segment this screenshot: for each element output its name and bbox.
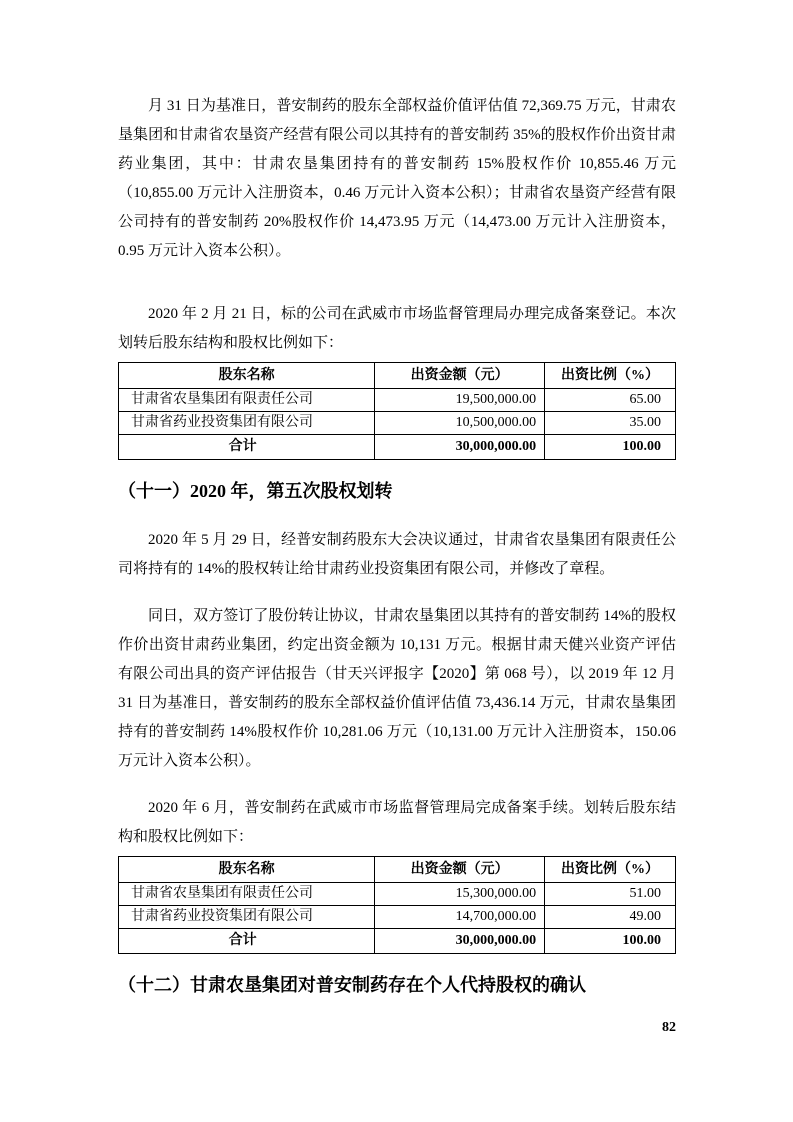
cell-capital-ratio: 65.00 [545, 389, 676, 412]
cell-shareholder-name: 甘肃省农垦集团有限责任公司 [119, 389, 375, 412]
para-transfer-resolution: 2020 年 5 月 29 日，经普安制药股东大会决议通过，甘肃省农垦集团有限责任公司将持有的 14%的股权转让给甘肃药业投资集团有限公司，并修改了章程。 [118, 532, 676, 577]
table-row [119, 883, 676, 906]
cell-total-amount: 30,000,000.00 [375, 435, 545, 460]
cell-capital-ratio: 51.00 [545, 883, 676, 906]
cell-total-label: 合计 [119, 929, 375, 954]
header-shareholder-name: 股东名称 [119, 363, 375, 389]
cell-capital-amount: 15,300,000.00 [375, 883, 545, 906]
cell-shareholder-name: 甘肃省农垦集团有限责任公司 [119, 883, 375, 906]
cell-capital-amount: 19,500,000.00 [375, 389, 545, 412]
cell-total-amount: 30,000,000.00 [375, 929, 545, 954]
table-row [119, 412, 676, 435]
para-equity-valuation: 月 31 日为基准日，普安制药的股东全部权益价值评估值 72,369.75 万元，甘肃农垦集团和甘肃省农垦资产经营有限公司以其持有的普安制药 35%的股权作价出资甘肃药业集团，其中：甘肃农垦集团持有的普安制药 15%股权作价 10,855.46 万元（10,855.00 万元计入注册资本，0.46 万元计入资本公积）；甘肃省农垦资产经营有限公司持有的普安制药 20%股权作价 14,473.95 万元（14,473.00 万元计入注册资本，0.95 万元计入资本公积）。 [118, 98, 676, 259]
heading-section-11: （十一）2020 年，第五次股权划转 [118, 481, 393, 501]
total-row [119, 929, 676, 954]
table-header-row [119, 857, 676, 883]
para-filing-2020-02: 2020 年 2 月 21 日，标的公司在武威市市场监督管理局办理完成备案登记。本次划转后股东结构和股权比例如下： [118, 306, 676, 351]
cell-total-ratio: 100.00 [545, 929, 676, 954]
cell-capital-ratio: 35.00 [545, 412, 676, 435]
table-row [119, 906, 676, 929]
header-capital-amount: 出资金额（元） [375, 363, 545, 389]
table-row [119, 389, 676, 412]
total-row [119, 435, 676, 460]
cell-shareholder-name: 甘肃省药业投资集团有限公司 [119, 412, 375, 435]
header-capital-ratio: 出资比例（%） [545, 857, 676, 883]
para-filing-2020-06: 2020 年 6 月，普安制药在武威市市场监督管理局完成备案手续。划转后股东结构和股权比例如下： [118, 800, 676, 845]
header-capital-amount: 出资金额（元） [375, 857, 545, 883]
cell-total-ratio: 100.00 [545, 435, 676, 460]
cell-total-label: 合计 [119, 435, 375, 460]
shareholder-table-1 [118, 362, 676, 460]
shareholder-table-2 [118, 856, 676, 954]
cell-shareholder-name: 甘肃省药业投资集团有限公司 [119, 906, 375, 929]
header-shareholder-name: 股东名称 [119, 857, 375, 883]
para-transfer-agreement: 同日，双方签订了股份转让协议，甘肃农垦集团以其持有的普安制药 14%的股权作价出资甘肃药业集团，约定出资金额为 10,131 万元。根据甘肃天健兴业资产评估有限公司出具的资产评估报告（甘天兴评报字【2020】第 068 号），以 2019 年 12 月 31 日为基准日，普安制药的股东全部权益价值评估值 73,436.14 万元，甘肃农垦集团持有的普安制药 14%股权作价 10,281.06 万元（10,131.00 万元计入注册资本，150.06 万元计入资本公积）。 [118, 608, 676, 769]
page-number: 82 [662, 1020, 676, 1035]
cell-capital-amount: 10,500,000.00 [375, 412, 545, 435]
heading-section-12: （十二）甘肃农垦集团对普安制药存在个人代持股权的确认 [118, 975, 586, 995]
header-capital-ratio: 出资比例（%） [545, 363, 676, 389]
cell-capital-ratio: 49.00 [545, 906, 676, 929]
table-header-row [119, 363, 676, 389]
cell-capital-amount: 14,700,000.00 [375, 906, 545, 929]
